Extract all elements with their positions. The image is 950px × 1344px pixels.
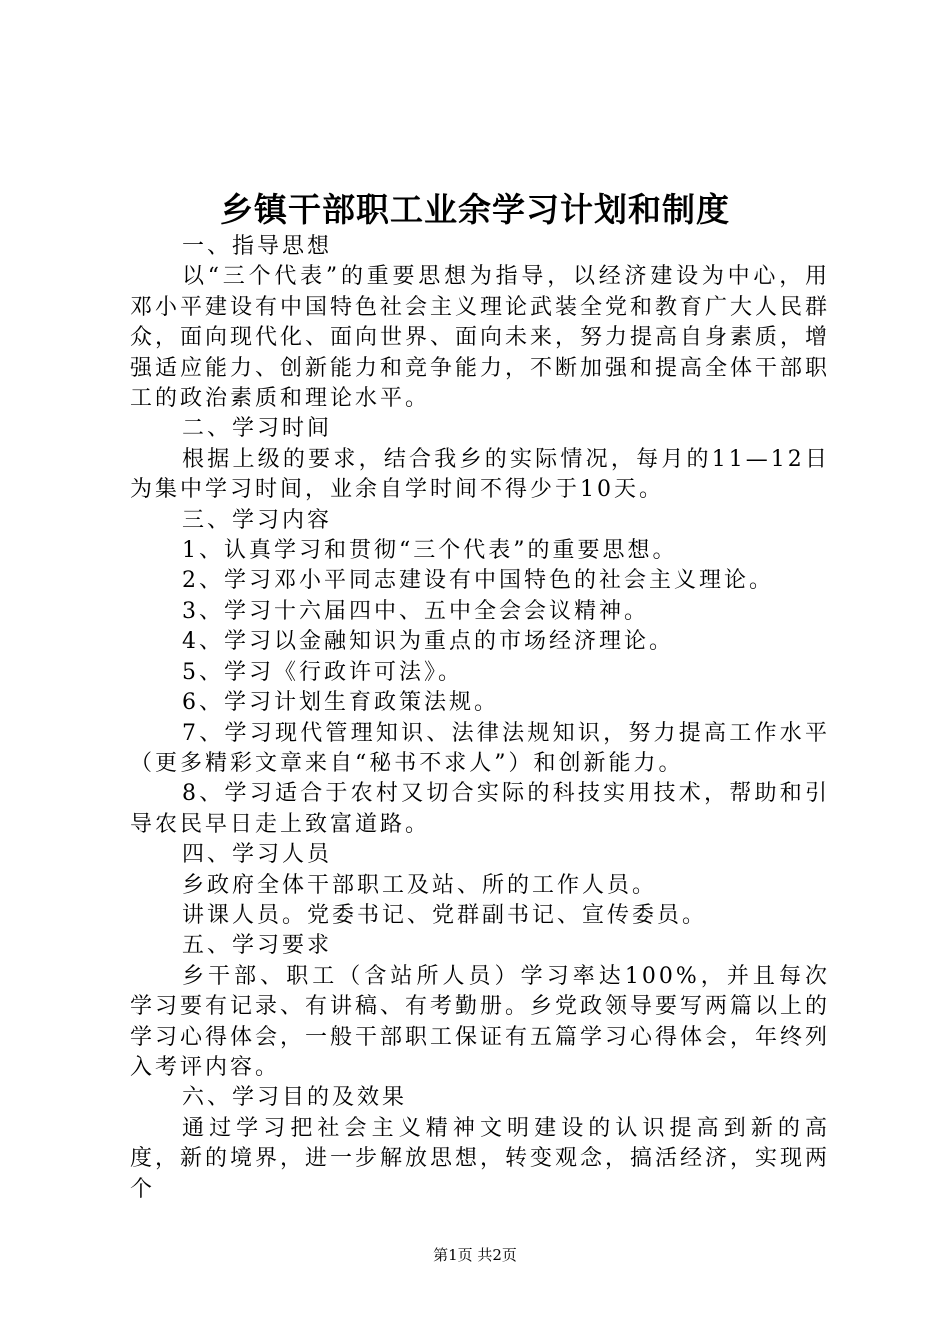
paragraph-study-requirements: 乡干部、职工（含站所人员）学习率达100%，并且每次学习要有记录、有讲稿、有考勤册。乡党政领导要写两篇以上的学习心得体会，一般干部职工保证有五篇学习心得体会，年终列入考评内容。: [130, 963, 831, 1080]
section-heading-study-requirements: 五、学习要求: [182, 933, 333, 959]
list-item-content-2: 2、学习邓小平同志建设有中国特色的社会主义理论。: [182, 568, 774, 594]
document-body: [130, 232, 830, 1205]
list-item-content-1: 1、认真学习和贯彻“三个代表”的重要思想。: [182, 538, 678, 564]
paragraph-study-personnel: 乡政府全体干部职工及站、所的工作人员。: [182, 872, 658, 898]
paragraph-lecturers: 讲课人员。党委书记、党群副书记、宣传委员。: [182, 902, 708, 928]
list-item-content-5: 5、学习《行政许可法》。: [182, 659, 463, 685]
page-footer: 第1页 共2页: [433, 1246, 517, 1264]
paragraph-study-goals: 通过学习把社会主义精神文明建设的认识提高到新的高度，新的境界，进一步解放思想，转变观念，搞活经济，实现两个: [130, 1115, 831, 1202]
section-heading-study-content: 三、学习内容: [182, 507, 333, 533]
list-item-content-3: 3、学习十六届四中、五中全会会议精神。: [182, 598, 649, 624]
section-heading-study-personnel: 四、学习人员: [182, 842, 333, 868]
list-item-content-7: 7、学习现代管理知识、法律法规知识，努力提高工作水平（更多精彩文章来自“秘书不求人”）和创新能力。: [130, 720, 830, 776]
section-heading-guiding-ideology: 一、指导思想: [182, 234, 333, 259]
list-item-content-6: 6、学习计划生育政策法规。: [182, 690, 499, 716]
section-heading-study-goals: 六、学习目的及效果: [182, 1085, 408, 1111]
list-item-content-8: 8、学习适合于农村又切合实际的科技实用技术，帮助和引导农民早日走上致富道路。: [130, 781, 830, 837]
section-heading-study-time: 二、学习时间: [182, 416, 333, 442]
document-title: 乡镇干部职工业余学习计划和制度: [220, 190, 730, 229]
paragraph-guiding-ideology: 以“三个代表”的重要思想为指导，以经济建设为中心，用邓小平建设有中国特色社会主义理论武装全党和教育广大人民群众，面向现代化、面向世界、面向未来，努力提高自身素质，增强适应能力、创新能力和竞争能力，不断加强和提高全体干部职工的政治素质和理论水平。: [130, 264, 831, 412]
list-item-content-4: 4、学习以金融知识为重点的市场经济理论。: [182, 629, 674, 655]
paragraph-study-time: 根据上级的要求，结合我乡的实际情况，每月的11—12日为集中学习时间，业余自学时间不得少于10天。: [130, 446, 830, 503]
